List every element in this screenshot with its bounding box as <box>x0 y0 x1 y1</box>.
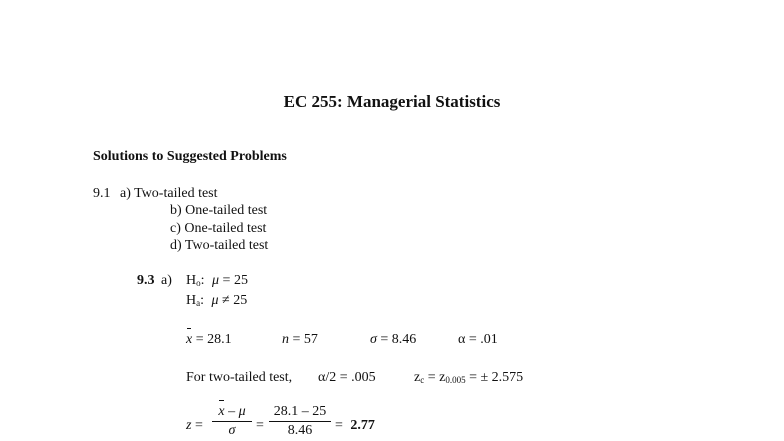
document-title: EC 255: Managerial Statistics <box>283 92 501 111</box>
zc-equals-z: = z <box>427 370 446 385</box>
h0-label: H <box>186 273 197 288</box>
z-formula-fraction-bar <box>212 421 252 422</box>
answer-9-1-b: b) One-tailed test <box>170 203 268 218</box>
sample-mean <box>186 332 232 348</box>
ha-subscript: a <box>196 298 201 308</box>
z-formula-minus-mu: – μ <box>224 404 246 419</box>
sample-size <box>282 332 318 348</box>
sigma-value: = 8.46 <box>380 332 417 347</box>
z-statistic-label <box>186 418 203 434</box>
problem-part-label: a) <box>161 273 172 288</box>
answer-9-1-d: d) Two-tailed test <box>170 238 269 253</box>
h0-subscript: o <box>196 278 201 288</box>
z-second-equals: = <box>256 418 264 433</box>
section-heading: Solutions to Suggested Problems <box>93 149 287 164</box>
sigma-symbol: σ <box>370 332 377 347</box>
xbar-value: = 28.1 <box>195 332 232 347</box>
z-substituted-denominator: 8.46 <box>287 423 313 438</box>
zc-label-subscript: c <box>420 375 425 385</box>
answer-9-1-c: c) One-tailed test <box>170 221 267 236</box>
z-result <box>335 418 375 434</box>
problem-number-9-3: 9.3 <box>137 273 155 288</box>
alternative-hypothesis <box>186 293 247 309</box>
z-result-value: 2.77 <box>350 418 375 433</box>
null-hypothesis <box>186 273 248 289</box>
significance-level: α = .01 <box>458 332 498 347</box>
z-formula-fraction <box>212 404 252 439</box>
zc-critical-subscript: 0.005 <box>445 375 466 385</box>
z-substituted-numerator: 28.1 – 25 <box>273 404 327 419</box>
h0-mu-symbol: μ <box>212 273 220 288</box>
zc-value: = ± 2.575 <box>469 370 524 385</box>
n-symbol: n <box>282 332 289 347</box>
n-value: = 57 <box>292 332 318 347</box>
z-symbol: z <box>186 418 192 433</box>
ha-relation: ≠ 25 <box>222 293 248 308</box>
h0-relation: = 25 <box>222 273 248 288</box>
xbar-symbol: x <box>186 332 193 347</box>
alpha-half: α/2 = .005 <box>318 370 376 385</box>
answer-9-1-a: a) Two-tailed test <box>120 186 218 201</box>
z-formula-xbar: x <box>218 404 225 419</box>
z-equals: = <box>194 418 203 433</box>
critical-value <box>414 370 523 386</box>
z-formula-denominator: σ <box>228 423 236 438</box>
problem-number-9-1: 9.1 <box>93 186 111 201</box>
population-sigma <box>370 332 416 348</box>
ha-mu-symbol: μ <box>211 293 219 308</box>
h0-colon: : <box>200 273 205 288</box>
z-formula-numerator <box>212 404 252 420</box>
z-result-equals: = <box>335 418 343 433</box>
ha-label: H <box>186 293 197 308</box>
two-tailed-label: For two-tailed test, <box>186 370 293 385</box>
zc-label: z <box>414 370 421 385</box>
z-substituted-fraction <box>269 404 331 439</box>
z-substituted-fraction-bar <box>269 421 331 422</box>
ha-colon: : <box>200 293 205 308</box>
